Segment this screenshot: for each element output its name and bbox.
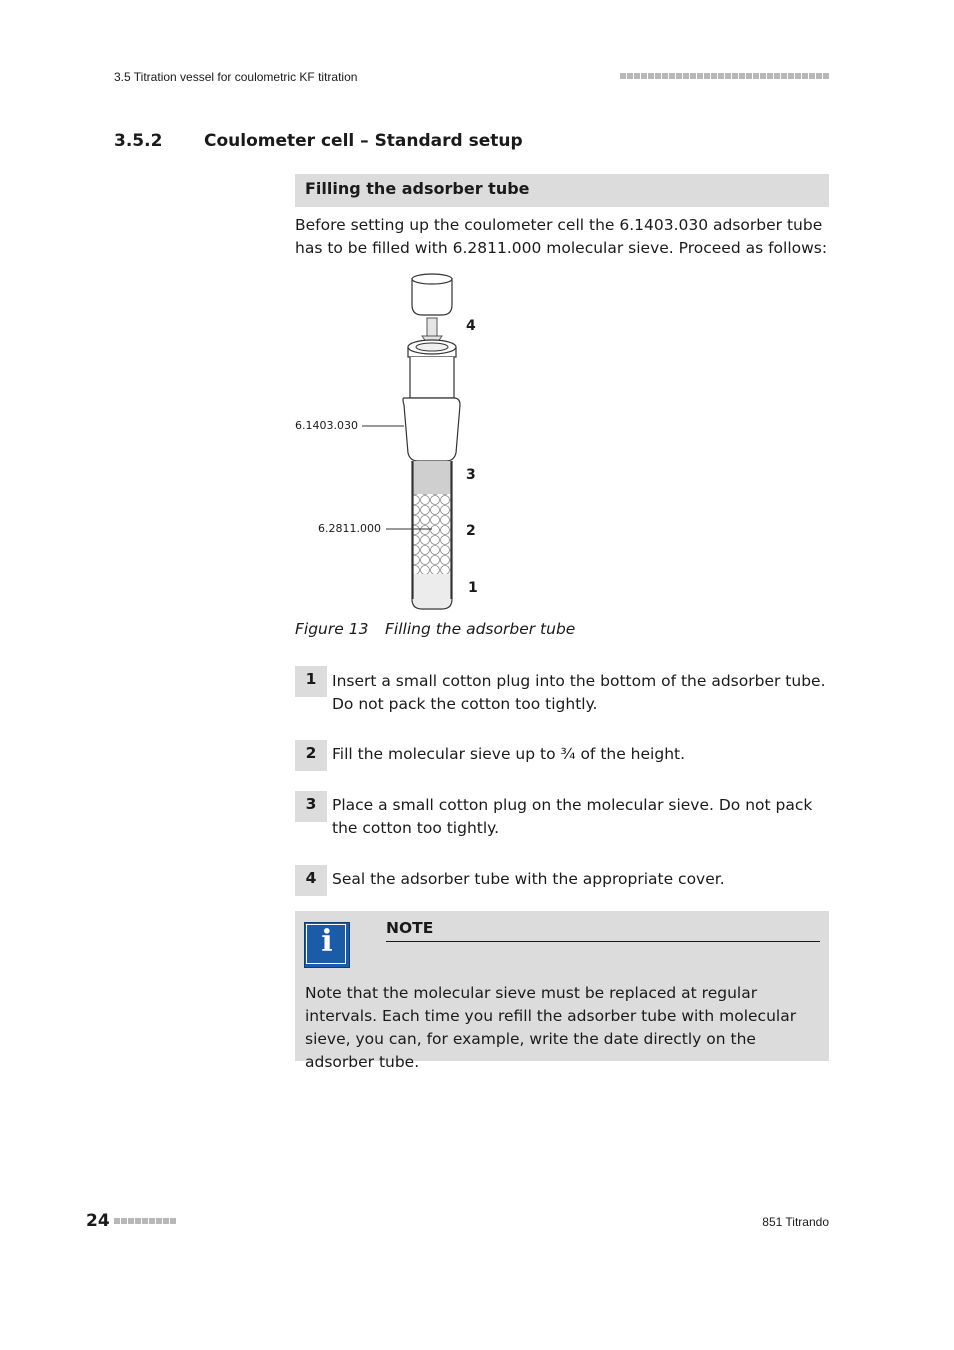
figure-label-tube: 6.1403.030 xyxy=(295,419,358,432)
figure-label-sieve: 6.2811.000 xyxy=(318,522,381,535)
figure-marker-3: 3 xyxy=(466,467,476,483)
info-icon-glyph: i xyxy=(321,924,333,959)
footer-decorative-dots xyxy=(114,1218,176,1224)
step-number: 4 xyxy=(305,869,317,887)
tube-cap xyxy=(412,274,452,315)
section-number: 3.5.2 xyxy=(114,131,163,151)
header-decorative-dots xyxy=(620,73,829,79)
figure-caption-text: Filling the adsorber tube xyxy=(385,620,576,638)
step-text: Insert a small cotton plug into the bottom of the adsorber tube. Do not pack the cotton too tightly. xyxy=(332,672,826,713)
cotton-plug-bottom xyxy=(413,574,451,608)
section-title: Coulometer cell – Standard setup xyxy=(204,131,523,151)
figure-marker-4: 4 xyxy=(466,318,476,334)
note-text: Note that the molecular sieve must be replaced at regular intervals. Each time you refill the adsorber tube with molecular sieve, you can, for example, write the date directly on the adsorber tube. xyxy=(305,984,797,1071)
cotton-plug-top xyxy=(413,461,451,494)
header-section-path: 3.5 Titration vessel for coulometric KF titration xyxy=(114,70,358,84)
subheading: Filling the adsorber tube xyxy=(305,179,530,198)
step-text: Place a small cotton plug on the molecular sieve. Do not pack the cotton too tightly. xyxy=(332,796,813,837)
page-number: 24 xyxy=(86,1211,110,1231)
step-text: Seal the adsorber tube with the appropriate cover. xyxy=(332,870,725,888)
figure-marker-2: 2 xyxy=(466,523,476,539)
intro-paragraph: Before setting up the coulometer cell the 6.1403.030 adsorber tube has to be filled with 6.2811.000 molecular sieve. Proceed as follows: xyxy=(295,216,828,257)
footer-product: 851 Titrando xyxy=(762,1215,829,1229)
note-divider xyxy=(386,941,820,942)
step-text: Fill the molecular sieve up to ¾ of the height. xyxy=(332,745,686,763)
step-number: 1 xyxy=(305,670,317,688)
figure-caption-number: Figure 13 xyxy=(295,620,369,638)
tube-body xyxy=(403,340,460,609)
note-heading: NOTE xyxy=(386,919,434,937)
figure-marker-1: 1 xyxy=(468,580,478,596)
step-number: 2 xyxy=(305,744,317,762)
molecular-sieve xyxy=(413,494,451,574)
step-number: 3 xyxy=(305,795,317,813)
